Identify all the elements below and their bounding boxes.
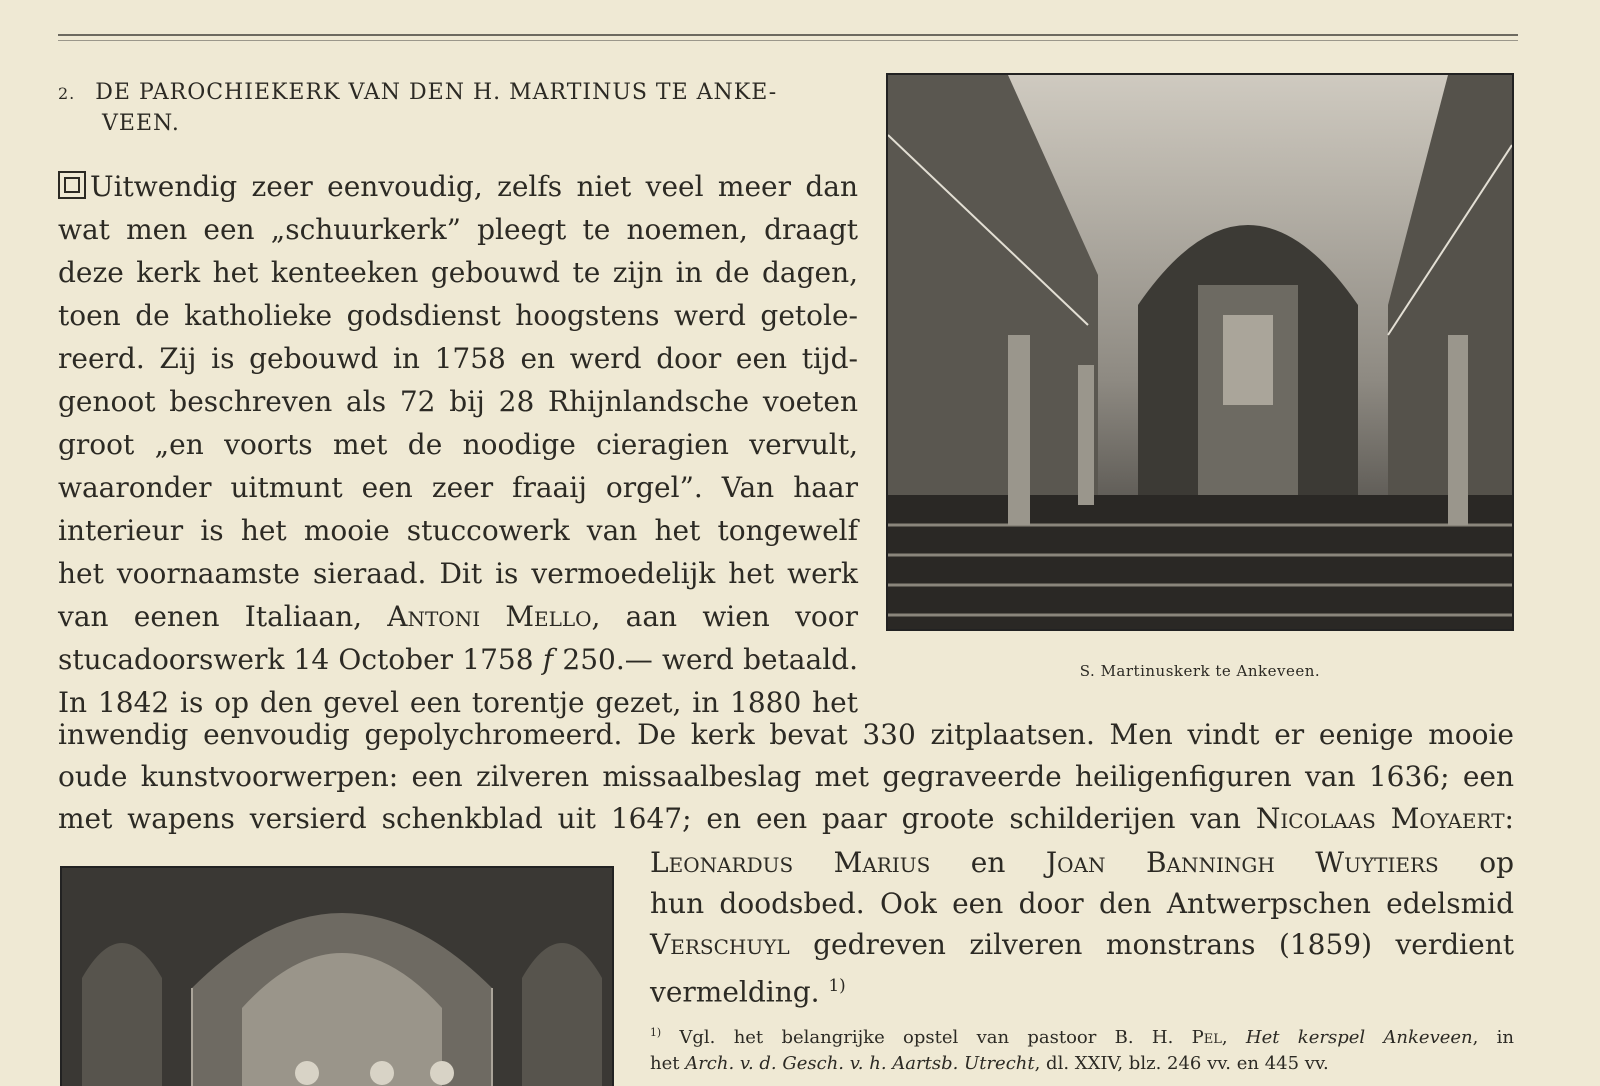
section-number: 2.	[58, 84, 76, 103]
footnote-line: $^{1)}$ Vgl. het belangrijke opstel van pastoor B. H. Pel, Het kerspel Ankeveen, in	[650, 1026, 1515, 1048]
text-line: interieur is het mooie stuccowerk van het tongewelf	[58, 514, 858, 547]
florin-sign: f	[542, 643, 554, 676]
church-interior-photo	[886, 73, 1514, 631]
paragraph-ornament-icon	[58, 171, 86, 199]
text-line: toen de katholieke godsdienst hoogstens werd getole-	[58, 299, 858, 332]
header-rule-thin	[58, 40, 1518, 41]
body-text-wide	[58, 714, 1514, 840]
author-name: Pel	[1191, 1027, 1222, 1048]
text-line: Uitwendig zeer eenvoudig, zelfs niet veel meer dan	[58, 165, 858, 208]
text-line: Verschuyl gedreven zilveren monstrans (1859) verdient	[650, 928, 1514, 961]
text-line: het voornaamste sieraad. Dit is vermoedelijk het werk	[58, 557, 858, 590]
text-line: hun doodsbed. Ook een door den Antwerpschen edelsmid	[650, 887, 1514, 920]
body-text-upper	[58, 165, 858, 724]
text-line: met wapens versierd schenkblad uit 1647; en een paar groote schilderijen van Nicolaas Moyaert:	[58, 802, 1514, 835]
gothic-interior-photo	[60, 866, 614, 1086]
text-line: van eenen Italiaan, Antoni Mello, aan wien voor	[58, 600, 858, 633]
text-line: oude kunstvoorwerpen: een zilveren missaalbeslag met gegraveerde heiligenfiguren van 1636; een	[58, 760, 1514, 793]
text-line: waaronder uitmunt een zeer fraaij orgel”. Van haar	[58, 471, 858, 504]
person-name: Joan Banningh Wuytiers	[1045, 846, 1439, 879]
text-line: vermelding. $^{1)}$	[650, 975, 846, 1009]
header-rule	[58, 34, 1518, 36]
person-name: Verschuyl	[650, 928, 790, 961]
section-heading	[58, 78, 878, 139]
photo-caption: S. Martinuskerk te Ankeveen.	[1079, 662, 1321, 680]
article-title: Het kerspel Ankeveen	[1245, 1027, 1473, 1048]
nave-photo-illustration	[888, 75, 1512, 629]
text-line: stucadoorswerk 14 October 1758 f 250.— werd betaald.	[58, 643, 858, 676]
person-name: Antoni Mello	[387, 600, 592, 633]
body-text-right	[650, 842, 1514, 1012]
text-line: wat men een „schuurkerk” pleegt te noemen, draagt	[58, 213, 858, 246]
text-line: In 1842 is op den gevel een torentje gezet, in 1880 het	[58, 686, 858, 719]
footnote-line: het Arch. v. d. Gesch. v. h. Aartsb. Utrecht, dl. XXIV, blz. 246 vv. en 445 vv.	[650, 1053, 1329, 1074]
journal-title: Arch. v. d. Gesch. v. h. Aartsb. Utrecht	[685, 1053, 1035, 1074]
heading-line-1: DE PAROCHIEKERK VAN DEN H. MARTINUS TE ANKE-	[95, 80, 778, 105]
footnote	[650, 1020, 1514, 1077]
text-line: genoot beschreven als 72 bij 28 Rhijnlandsche voeten	[58, 385, 858, 418]
heading-line-2: VEEN.	[102, 111, 180, 136]
footnote-ref: 1)	[828, 975, 846, 995]
person-name: Nicolaas Moyaert	[1255, 802, 1505, 835]
text-line: groot „en voorts met de noodige cieragien vervult,	[58, 428, 858, 461]
gothic-photo-illustration	[62, 868, 612, 1086]
footnote-marker: 1)	[650, 1026, 662, 1039]
text-line: inwendig eenvoudig gepolychromeerd. De kerk bevat 330 zitplaatsen. Men vindt er eenige mooie	[58, 718, 1514, 751]
text-line: reerd. Zij is gebouwd in 1758 en werd door een tijd-	[58, 342, 858, 375]
person-name: Leonardus Marius	[650, 846, 931, 879]
text-line: deze kerk het kenteeken gebouwd te zijn in de dagen,	[58, 256, 858, 289]
text-line: Leonardus Marius en Joan Banningh Wuytiers op	[650, 846, 1515, 879]
